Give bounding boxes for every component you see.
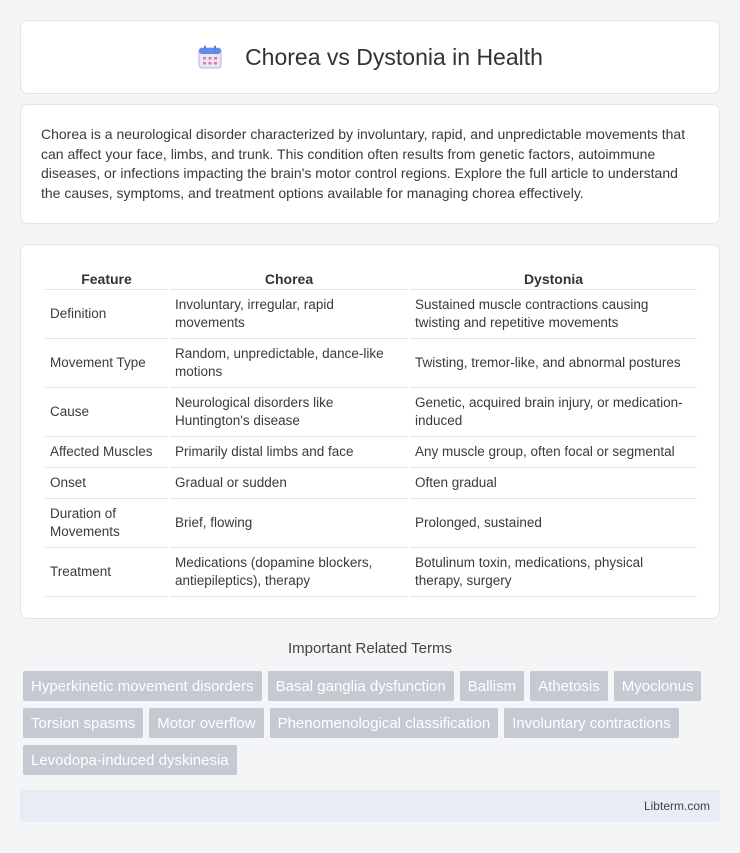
row-chorea: Involuntary, irregular, rapid movements: [170, 289, 408, 338]
row-dystonia: Twisting, tremor-like, and abnormal postures: [410, 338, 697, 387]
intro-text: Chorea is a neurological disorder characterized by involuntary, rapid, and unpredictable movements that can affect your face, limbs, and trunk. This condition often results from genetic factors, autoimmune diseases, or infections impacting the brain's motor control regions. Explore the full article to understand the causes, symptoms, and treatment options available for managing chorea effectively.: [41, 126, 686, 201]
comparison-table: [43, 265, 699, 597]
intro-card: [20, 104, 720, 224]
row-dystonia: Often gradual: [410, 467, 697, 498]
calendar-icon: [197, 44, 223, 70]
row-chorea: Medications (dopamine blockers, antiepileptics), therapy: [170, 547, 408, 597]
column-header-chorea: Chorea: [264, 271, 314, 287]
tag-athetosis[interactable]: Athetosis: [530, 671, 608, 701]
row-feature: Duration of Movements: [45, 498, 168, 547]
footer: [20, 790, 720, 822]
row-feature: Definition: [45, 289, 168, 338]
column-header-feature: Feature: [81, 271, 132, 287]
table-row: [45, 467, 697, 498]
row-chorea: Neurological disorders like Huntington's disease: [170, 387, 408, 436]
column-header-dystonia: Dystonia: [523, 271, 584, 287]
row-feature: Cause: [45, 387, 168, 436]
row-chorea: Primarily distal limbs and face: [170, 436, 408, 467]
row-dystonia: Sustained muscle contractions causing twisting and repetitive movements: [410, 289, 697, 338]
page-title: Chorea vs Dystonia in Health: [245, 43, 543, 70]
row-dystonia: Any muscle group, often focal or segmental: [410, 436, 697, 467]
tag-basal-ganglia-dysfunction[interactable]: Basal ganglia dysfunction: [268, 671, 454, 701]
comparison-card: [20, 244, 720, 619]
footer-brand[interactable]: Libterm.com: [643, 799, 710, 813]
tag-hyperkinetic-movement-disorders[interactable]: Hyperkinetic movement disorders: [23, 671, 262, 701]
row-dystonia: Botulinum toxin, medications, physical therapy, surgery: [410, 547, 697, 597]
tag-myoclonus[interactable]: Myoclonus: [614, 671, 702, 701]
tag-phenomenological-classification[interactable]: Phenomenological classification: [270, 708, 499, 738]
row-feature: Treatment: [45, 547, 168, 597]
tag-involuntary-contractions[interactable]: Involuntary contractions: [504, 708, 678, 738]
related-terms-tags: [20, 671, 720, 782]
tag-motor-overflow[interactable]: Motor overflow: [149, 708, 263, 738]
table-row: [45, 436, 697, 467]
header-card: [20, 20, 720, 94]
table-row: [45, 547, 697, 597]
row-chorea: Random, unpredictable, dance-like motions: [170, 338, 408, 387]
row-feature: Onset: [45, 467, 168, 498]
row-dystonia: Genetic, acquired brain injury, or medication-induced: [410, 387, 697, 436]
row-chorea: Brief, flowing: [170, 498, 408, 547]
tag-ballism[interactable]: Ballism: [460, 671, 524, 701]
table-row: [45, 498, 697, 547]
table-row: [45, 338, 697, 387]
table-row: [45, 387, 697, 436]
row-feature: Movement Type: [45, 338, 168, 387]
row-chorea: Gradual or sudden: [170, 467, 408, 498]
table-row: [45, 289, 697, 338]
row-feature: Affected Muscles: [45, 436, 168, 467]
related-terms-section: [20, 640, 720, 782]
row-dystonia: Prolonged, sustained: [410, 498, 697, 547]
table-header-row: [45, 265, 697, 289]
related-terms-title: Important Related Terms: [288, 640, 452, 657]
tag-torsion-spasms[interactable]: Torsion spasms: [23, 708, 143, 738]
tag-levodopa-induced-dyskinesia[interactable]: Levodopa-induced dyskinesia: [23, 745, 237, 775]
